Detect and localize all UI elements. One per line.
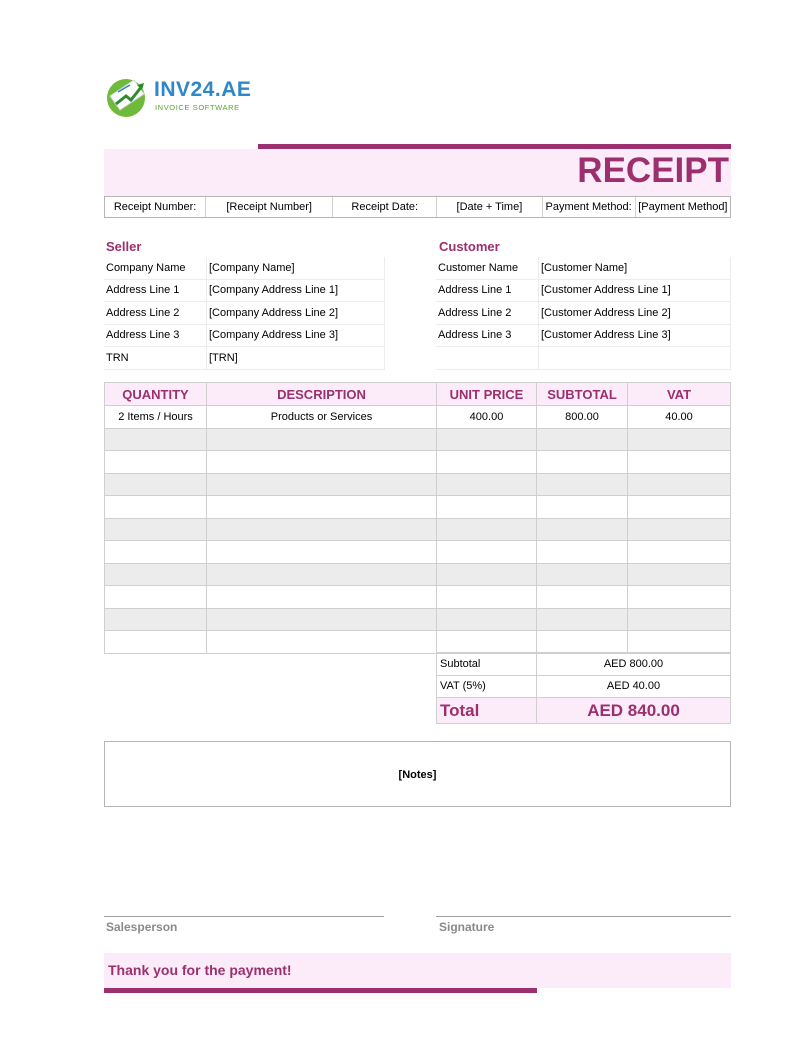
subtotal-amount: AED 800.00 <box>537 653 731 676</box>
seller-value[interactable]: [Company Name] <box>207 257 385 279</box>
quantity-cell[interactable]: 2 Items / Hours <box>105 406 207 429</box>
unit-price-cell[interactable] <box>437 541 537 564</box>
col-vat-header: VAT <box>628 383 731 406</box>
customer-value[interactable] <box>539 347 731 370</box>
seller-label: Address Line 3 <box>104 324 207 347</box>
quantity-cell[interactable] <box>105 541 207 564</box>
seller-table <box>104 257 385 370</box>
customer-table <box>436 257 731 370</box>
unit-price-cell[interactable] <box>437 518 537 541</box>
quantity-cell[interactable] <box>105 631 207 654</box>
totals-table <box>436 652 731 724</box>
notes-box[interactable]: [Notes] <box>104 741 731 807</box>
description-cell[interactable] <box>207 496 437 519</box>
table-row <box>105 541 731 564</box>
subtotal-cell[interactable] <box>537 608 628 631</box>
quantity-cell[interactable] <box>105 473 207 496</box>
subtotal-cell[interactable] <box>537 586 628 609</box>
quantity-cell[interactable] <box>105 563 207 586</box>
seller-row <box>104 302 385 325</box>
subtotal-cell[interactable] <box>537 518 628 541</box>
customer-row <box>436 279 731 302</box>
receipt-info-row <box>104 196 731 218</box>
vat-cell[interactable] <box>628 563 731 586</box>
description-cell[interactable] <box>207 518 437 541</box>
customer-heading: Customer <box>439 239 500 254</box>
vat-cell[interactable]: 40.00 <box>628 406 731 429</box>
table-row <box>105 631 731 654</box>
description-cell[interactable] <box>207 451 437 474</box>
receipt-number-label: Receipt Number: <box>105 197 206 217</box>
unit-price-cell[interactable] <box>437 451 537 474</box>
vat-label: VAT (5%) <box>437 675 537 698</box>
vat-cell[interactable] <box>628 473 731 496</box>
signature-label: Signature <box>439 920 495 934</box>
seller-value[interactable]: [TRN] <box>207 347 385 370</box>
subtotal-cell[interactable] <box>537 631 628 654</box>
customer-label: Address Line 2 <box>436 302 539 325</box>
unit-price-cell[interactable] <box>437 563 537 586</box>
vat-cell[interactable] <box>628 631 731 654</box>
description-cell[interactable] <box>207 608 437 631</box>
table-row <box>105 586 731 609</box>
customer-row <box>436 347 731 370</box>
description-cell[interactable] <box>207 563 437 586</box>
table-row <box>105 473 731 496</box>
brand-tagline: INVOICE SOFTWARE <box>155 103 240 112</box>
quantity-cell[interactable] <box>105 496 207 519</box>
unit-price-cell[interactable] <box>437 631 537 654</box>
table-row <box>105 428 731 451</box>
customer-value[interactable]: [Customer Address Line 1] <box>539 279 731 302</box>
seller-label: TRN <box>104 347 207 370</box>
description-cell[interactable] <box>207 631 437 654</box>
unit-price-cell[interactable] <box>437 608 537 631</box>
customer-value[interactable]: [Customer Address Line 2] <box>539 302 731 325</box>
signature-line <box>436 916 731 917</box>
description-cell[interactable] <box>207 586 437 609</box>
table-row <box>105 563 731 586</box>
rising-arrow-logo-icon <box>104 74 152 118</box>
description-cell[interactable] <box>207 541 437 564</box>
col-quantity-header: QUANTITY <box>105 383 207 406</box>
customer-value[interactable]: [Customer Name] <box>539 257 731 279</box>
customer-label: Customer Name <box>436 257 539 279</box>
thank-you-message: Thank you for the payment! <box>108 962 292 978</box>
seller-row <box>104 257 385 279</box>
quantity-cell[interactable] <box>105 608 207 631</box>
vat-amount: AED 40.00 <box>537 675 731 698</box>
brand-logo <box>104 72 264 122</box>
receipt-date-label: Receipt Date: <box>333 197 437 217</box>
quantity-cell[interactable] <box>105 451 207 474</box>
subtotal-row <box>437 653 731 676</box>
receipt-date-value[interactable]: [Date + Time] <box>437 197 542 217</box>
document-title: RECEIPT <box>577 151 729 190</box>
description-cell[interactable] <box>207 473 437 496</box>
subtotal-label: Subtotal <box>437 653 537 676</box>
customer-label: Address Line 1 <box>436 279 539 302</box>
vat-row <box>437 675 731 698</box>
vat-cell[interactable] <box>628 586 731 609</box>
total-row <box>437 698 731 724</box>
seller-heading: Seller <box>106 239 142 254</box>
subtotal-cell[interactable]: 800.00 <box>537 406 628 429</box>
quantity-cell[interactable] <box>105 428 207 451</box>
seller-row <box>104 347 385 370</box>
vat-cell[interactable] <box>628 496 731 519</box>
total-label: Total <box>437 698 537 724</box>
payment-method-label: Payment Method: <box>543 197 636 217</box>
subtotal-cell[interactable] <box>537 563 628 586</box>
seller-label: Address Line 1 <box>104 279 207 302</box>
quantity-cell[interactable] <box>105 518 207 541</box>
items-header-row <box>105 383 731 406</box>
description-cell[interactable]: Products or Services <box>207 406 437 429</box>
unit-price-cell[interactable]: 400.00 <box>437 406 537 429</box>
seller-value[interactable]: [Company Address Line 2] <box>207 302 385 325</box>
vat-cell[interactable] <box>628 518 731 541</box>
subtotal-cell[interactable] <box>537 541 628 564</box>
salesperson-line <box>104 916 384 917</box>
col-description-header: DESCRIPTION <box>207 383 437 406</box>
unit-price-cell[interactable] <box>437 473 537 496</box>
total-amount: AED 840.00 <box>537 698 731 724</box>
salesperson-label: Salesperson <box>106 920 178 934</box>
unit-price-cell[interactable] <box>437 586 537 609</box>
customer-row <box>436 257 731 279</box>
payment-method-value[interactable]: [Payment Method] <box>638 201 728 213</box>
customer-label: Address Line 3 <box>436 324 539 347</box>
seller-label: Company Name <box>104 257 207 279</box>
seller-value[interactable]: [Company Address Line 1] <box>207 279 385 302</box>
quantity-cell[interactable] <box>105 586 207 609</box>
customer-label <box>436 347 539 370</box>
unit-price-cell[interactable] <box>437 428 537 451</box>
vat-cell[interactable] <box>628 608 731 631</box>
table-row <box>105 608 731 631</box>
customer-row <box>436 324 731 347</box>
subtotal-cell[interactable] <box>537 451 628 474</box>
table-row <box>105 406 731 429</box>
subtotal-cell[interactable] <box>537 496 628 519</box>
col-unit-price-header: UNIT PRICE <box>437 383 537 406</box>
customer-value[interactable]: [Customer Address Line 3] <box>539 324 731 347</box>
subtotal-cell[interactable] <box>537 428 628 451</box>
description-cell[interactable] <box>207 428 437 451</box>
vat-cell[interactable] <box>628 428 731 451</box>
vat-cell[interactable] <box>628 541 731 564</box>
seller-label: Address Line 2 <box>104 302 207 325</box>
items-table <box>104 382 731 654</box>
seller-row <box>104 279 385 302</box>
vat-cell[interactable] <box>628 451 731 474</box>
unit-price-cell[interactable] <box>437 496 537 519</box>
seller-value[interactable]: [Company Address Line 3] <box>207 324 385 347</box>
customer-row <box>436 302 731 325</box>
table-row <box>105 496 731 519</box>
seller-row <box>104 324 385 347</box>
table-row <box>105 518 731 541</box>
subtotal-cell[interactable] <box>537 473 628 496</box>
table-row <box>105 451 731 474</box>
receipt-number-value[interactable]: [Receipt Number] <box>206 197 333 217</box>
brand-name: INV24.AE <box>154 78 252 101</box>
footer-accent-bar <box>104 988 537 993</box>
col-subtotal-header: SUBTOTAL <box>537 383 628 406</box>
